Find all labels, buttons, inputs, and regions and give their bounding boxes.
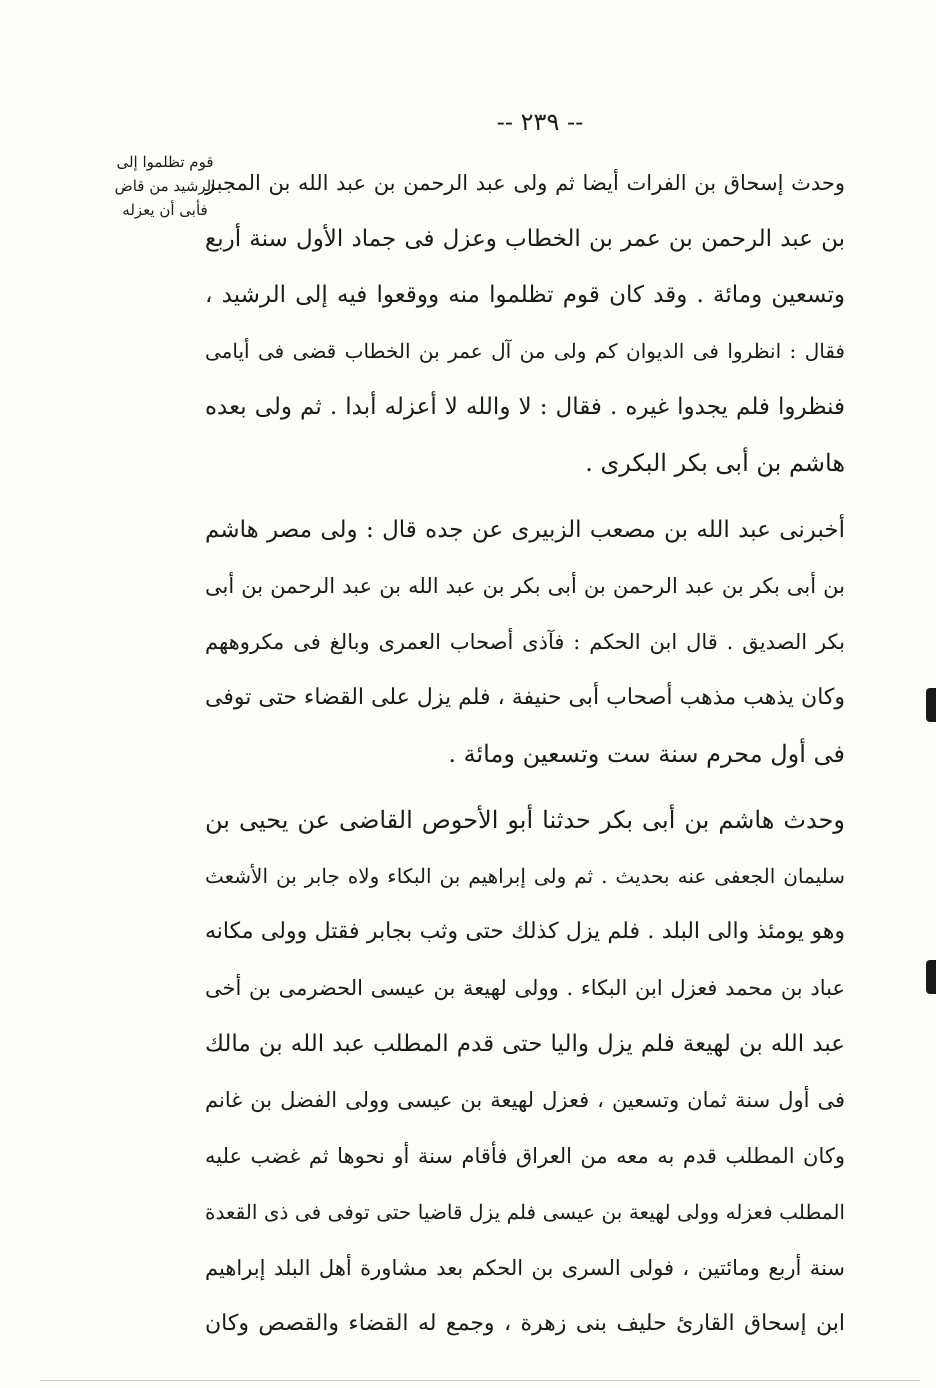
text-line: أخبرنى عبد الله بن مصعب الزبيرى عن جده قال : ولى مصر هاشم	[205, 517, 845, 543]
text-line: بكر الصديق . قال ابن الحكم : فآذى أصحاب العمرى وبالغ فى مكروههم	[205, 630, 845, 654]
text-line: بن أبى بكر بن عبد الرحمن بن أبى بكر بن عبد الله بن عبد الرحمن بن أبى	[205, 574, 845, 598]
margin-note-line: قوم تظلموا إلى	[116, 153, 214, 171]
text-line: وكان المطلب قدم به معه من العراق فأقام سنة أو نحوها ثم غضب عليه	[205, 1144, 845, 1168]
text-line: فى أول سنة ثمان وتسعين ، فعزل لهيعة بن عيسى وولى الفضل بن غانم	[205, 1088, 845, 1112]
text-line: وكان يذهب مذهب أصحاب أبى حنيفة ، فلم يزل على القضاء حتى توفى	[205, 685, 845, 710]
text-line: عباد بن محمد فعزل ابن البكاء . وولى لهيعة بن عيسى الحضرمى بن أخى	[205, 976, 845, 1000]
text-line: فنظروا فلم يجدوا غيره . فقال : لا والله لا أعزله أبدا . ثم ولى بعده	[205, 394, 845, 420]
text-line: عبد الله بن لهيعة فلم يزل واليا حتى قدم المطلب عبد الله بن مالك	[205, 1031, 845, 1057]
text-line: بن عبد الرحمن بن عمر بن الخطاب وعزل فى جماد الأول سنة أربع	[205, 226, 845, 252]
text-line: سنة أربع ومائتين ، فولى السرى بن الحكم بعد مشاورة أهل البلد إبراهيم	[205, 1256, 845, 1280]
page-bottom-edge	[40, 1380, 920, 1381]
scan-edge-mark	[926, 688, 936, 722]
text-line: فى أول محرم سنة ست وتسعين ومائة .	[448, 740, 845, 768]
text-line: وحدث هاشم بن أبى بكر حدثنا أبو الأحوص القاضى عن يحيى بن	[205, 806, 845, 834]
text-line: المطلب فعزله وولى لهيعة بن عيسى فلم يزل قاضيا حتى توفى فى ذى القعدة	[205, 1200, 845, 1224]
text-line: ابن إسحاق القارئ حليف بنى زهرة ، وجمع له القضاء والقصص وكان	[205, 1311, 846, 1336]
text-line: سليمان الجعفى عنه بحديث . ثم ولى إبراهيم بن البكاء ولاه جابر بن الأشعث	[205, 864, 845, 888]
page-number: -- ٢٣٩ --	[496, 108, 584, 136]
text-line: فقال : انظروا فى الديوان كم ولى من آل عمر بن الخطاب قضى فى أيامى	[205, 339, 845, 363]
scan-edge-mark	[926, 960, 936, 994]
margin-note-line: الرشيد من قاض	[114, 177, 216, 195]
text-line: وتسعين ومائة . وقد كان قوم تظلموا منه ووقعوا فيه إلى الرشيد ،	[205, 282, 845, 308]
text-line: وحدث إسحاق بن الفرات أيضا ثم ولى عبد الرحمن بن عبد الله بن المجبر	[205, 171, 845, 195]
text-line: هاشم بن أبى بكر البكرى .	[585, 449, 845, 477]
text-line: وهو يومئذ والى البلد . فلم يزل كذلك حتى وثب بجابر فقتل وولى مكانه	[205, 919, 845, 944]
margin-note-line: فأبى أن يعزله	[122, 201, 208, 219]
